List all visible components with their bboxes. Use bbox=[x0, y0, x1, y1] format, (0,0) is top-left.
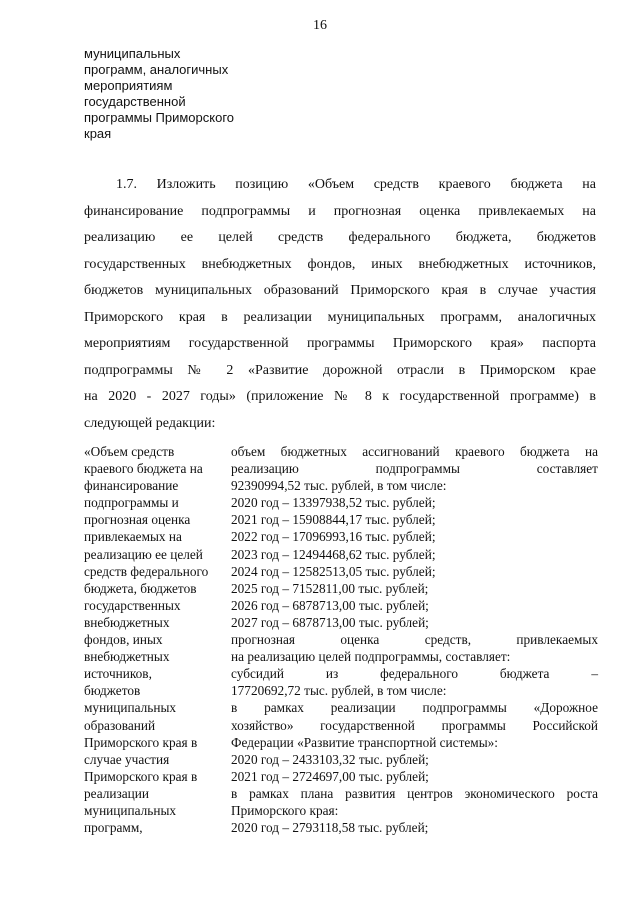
label-line: фондов, иных bbox=[84, 632, 163, 648]
label-line: привлекаемых на bbox=[84, 529, 182, 545]
label-line: муниципальных bbox=[84, 700, 177, 716]
value-line: 2020 год – 2433103,32 тыс. рублей; bbox=[231, 751, 429, 767]
label-line: реализацию ее целей bbox=[84, 546, 203, 562]
label-line: бюджетов bbox=[84, 683, 141, 699]
paragraph-line: 1.7. Изложить позицию «Объем средств краевого бюджета на bbox=[116, 177, 596, 192]
label-line: внебюджетных bbox=[84, 614, 170, 630]
label-line: бюджета, бюджетов bbox=[84, 580, 197, 596]
label-line: финансирование bbox=[84, 478, 179, 494]
value-line: 2023 год – 12494468,62 тыс. рублей; bbox=[231, 546, 436, 562]
paragraph-line: на 2020 - 2027 годы» (приложение № 8 к государственной программе) в bbox=[84, 389, 596, 404]
value-line: объем бюджетных ассигнований краевого бюджета на bbox=[231, 444, 598, 459]
label-line: подпрограммы и bbox=[84, 495, 179, 511]
paragraph-line: государственных внебюджетных фондов, иных внебюджетных источников, bbox=[84, 256, 596, 272]
carry-over-line: программы Приморского bbox=[84, 110, 235, 125]
label-line: реализации bbox=[84, 785, 149, 801]
label-line: «Объем средств bbox=[84, 444, 175, 459]
value-line: в рамках плана развития центров экономического роста bbox=[231, 785, 598, 801]
label-line: источников, bbox=[84, 666, 152, 682]
label-line: средств федерального bbox=[84, 563, 209, 579]
paragraph-line: мероприятиям государственной программы Приморского края» паспорта bbox=[84, 336, 596, 351]
paragraph-line: финансирование подпрограммы и прогнозная оценка привлекаемых на bbox=[84, 203, 596, 219]
value-line: прогнозная оценка средств, привлекаемых bbox=[231, 632, 598, 648]
label-line: краевого бюджета на bbox=[84, 461, 203, 477]
carry-over-line: муниципальных bbox=[84, 46, 181, 61]
value-line: реализацию подпрограммы составляет bbox=[231, 461, 598, 477]
label-line: государственных bbox=[84, 597, 181, 613]
table-carry-over-cell bbox=[84, 46, 234, 142]
value-line: субсидий из федерального бюджета – bbox=[231, 666, 598, 682]
value-line: Федерации «Развитие транспортной системы»: bbox=[231, 734, 498, 750]
value-line: Приморского края: bbox=[231, 802, 339, 818]
value-line: 2026 год – 6878713,00 тыс. рублей; bbox=[231, 597, 429, 613]
value-line: 2021 год – 2724697,00 тыс. рублей; bbox=[231, 768, 429, 784]
label-line: Приморского края в bbox=[84, 768, 198, 784]
table-value-cell bbox=[231, 443, 598, 836]
value-line: 2020 год – 2793118,58 тыс. рублей; bbox=[231, 820, 429, 836]
label-line: Приморского края в bbox=[84, 734, 198, 750]
value-line: хозяйство» государственной программы Российской bbox=[231, 717, 598, 733]
label-line: образований bbox=[84, 717, 156, 733]
value-line: в рамках реализации подпрограммы «Дорожное bbox=[231, 700, 598, 716]
carry-over-line: края bbox=[84, 126, 112, 141]
paragraph-line: бюджетов муниципальных образований Приморского края в случае участия bbox=[84, 283, 596, 298]
value-line: 2020 год – 13397938,52 тыс. рублей; bbox=[231, 495, 436, 511]
label-line: внебюджетных bbox=[84, 649, 170, 665]
paragraph-line: подпрограммы № 2 «Развитие дорожной отрасли в Приморском крае bbox=[84, 362, 596, 378]
carry-over-line: государственной bbox=[84, 94, 186, 109]
value-line: 2024 год – 12582513,05 тыс. рублей; bbox=[231, 563, 436, 579]
page-number: 16 bbox=[313, 18, 327, 33]
paragraph-line: реализацию ее целей средств федерального бюджета, бюджетов bbox=[84, 230, 596, 245]
paragraph-line: следующей редакции: bbox=[84, 415, 216, 431]
value-line: 17720692,72 тыс. рублей, в том числе: bbox=[231, 683, 447, 699]
value-line: 92390994,52 тыс. рублей, в том числе: bbox=[231, 478, 447, 494]
value-line: на реализацию целей подпрограммы, составляет: bbox=[231, 649, 511, 665]
carry-over-line: мероприятиям bbox=[84, 78, 173, 93]
label-line: программ, bbox=[84, 820, 143, 836]
label-line: случае участия bbox=[84, 751, 170, 767]
value-line: 2021 год – 15908844,17 тыс. рублей; bbox=[231, 512, 436, 528]
paragraph-line: Приморского края в реализации муниципальных программ, аналогичных bbox=[84, 309, 596, 325]
value-line: 2025 год – 7152811,00 тыс. рублей; bbox=[231, 580, 429, 596]
label-line: муниципальных bbox=[84, 802, 177, 818]
value-line: 2027 год – 6878713,00 тыс. рублей; bbox=[231, 614, 429, 630]
label-line: прогнозная оценка bbox=[84, 512, 191, 528]
carry-over-line: программ, аналогичных bbox=[84, 62, 229, 77]
value-line: 2022 год – 17096993,16 тыс. рублей; bbox=[231, 529, 436, 545]
amendment-paragraph bbox=[84, 175, 596, 440]
table-label-cell bbox=[84, 443, 224, 836]
